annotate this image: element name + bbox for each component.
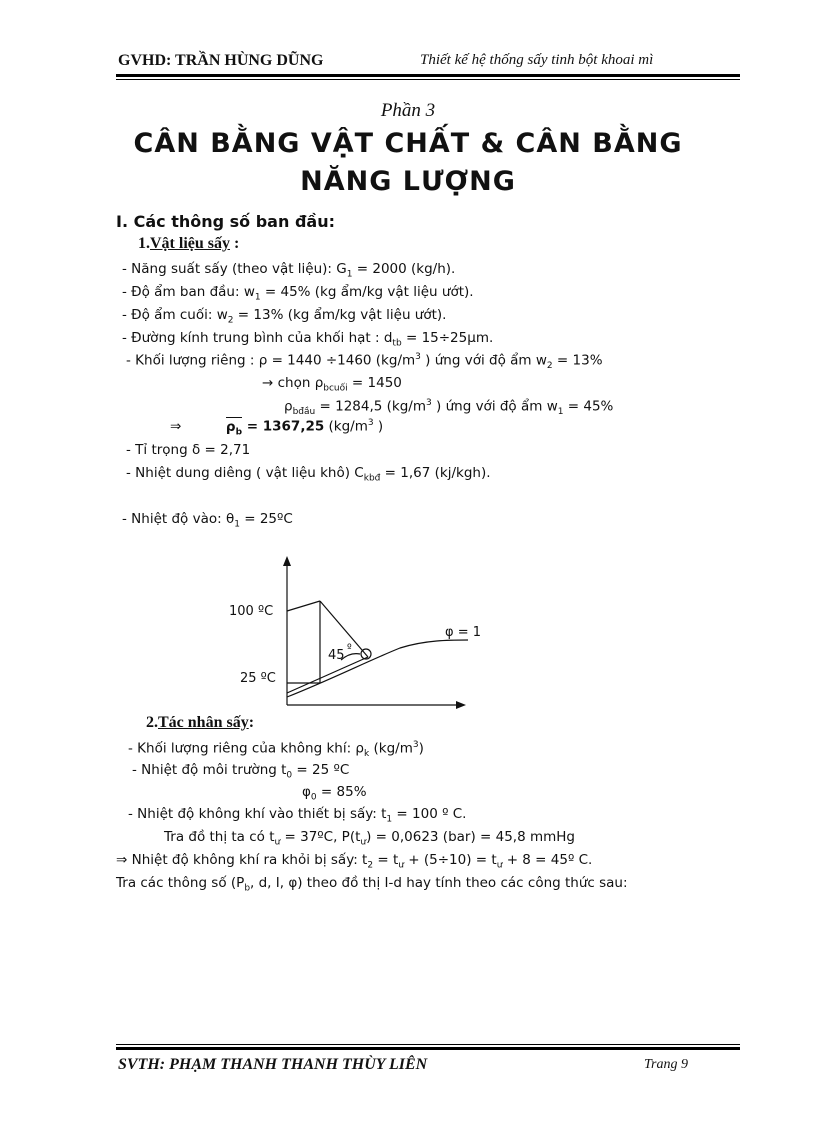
line-productivity: - Năng suất sấy (theo vật liệu): $G_1 = 2000$ (kg/h). (122, 261, 456, 280)
line-wet-bulb: Tra đồ thị ta có $t_ư$ = 37ºC, $P(t_ư) = 0,0623$ (bar) = 45,8 mmHg (164, 829, 575, 848)
line-initial-moisture: - Độ ẩm ban đầu: $w_1 = 45\%$ (kg ẩm/kg vật liệu ướt). (122, 284, 474, 303)
subsection-2-heading (146, 714, 254, 732)
label-100c: 100 ºC (229, 604, 274, 619)
title-line-1: CÂN BẰNG VẬT CHẤT & CÂN BẰNG (133, 128, 683, 159)
subsection-1-heading (138, 235, 239, 253)
line-ambient-temperature: - Nhiệt độ môi trường $t_0 = 25$ ºC (132, 762, 350, 781)
line-heat-capacity: - Nhiệt dung diêng ( vật liệu khô) $C_{kbđ} = 1,67$ (kj/kgh). (126, 465, 491, 484)
label-45-degree: º (347, 643, 352, 654)
line-outlet-air-temperature: ⇒ Nhiệt độ không khí ra khỏi bị sấy: $t_2 = t_ư + (5\div 10) = t_ư + 8$ = 45º C. (116, 852, 593, 871)
y-axis-arrow-icon (283, 556, 291, 566)
line-lookup-parameters: Tra các thông số ($P_b$, d, I, φ) theo đồ thị I-d hay tính theo các công thức sau: (116, 875, 628, 894)
header-project-title: Thiết kế hệ thống sấy tinh bột khoai mì (420, 52, 654, 68)
footer-rule-thick (116, 1047, 740, 1050)
subsection-2-suffix: : (248, 714, 255, 731)
header-rule-thick (116, 74, 740, 77)
angle-marker-icon (361, 649, 371, 659)
line-air-density: - Khối lượng riêng của không khí: $\rho_k$ $(kg/m^3)$ (128, 740, 424, 760)
line-density-final: → chọn $\rho_{bcuối} = 1450$ (262, 375, 402, 394)
line-specific-gravity: - Tỉ trọng δ = 2,71 (126, 442, 251, 458)
label-45: 45 (328, 648, 345, 663)
subsection-1-suffix: : (230, 235, 240, 252)
line-density-initial: $\rho_{bđầu} = 1284,5$ ($kg/m^3$ ) ứng với độ ẩm $w_1 = 45\%$ (284, 398, 614, 418)
label-25c: 25 ºC (240, 671, 276, 686)
subsection-2-label: Tác nhân sấy (158, 714, 249, 731)
line-density-average: ⇒ $\rho_b = 1367,25$ ($kg/m^3$ ) (170, 418, 384, 438)
header-instructor: GVHD: TRẦN HÙNG DŨNG (118, 52, 324, 69)
line-ambient-humidity: $\varphi_0 = 85\%$ (302, 784, 367, 803)
subsection-1-label: Vật liệu sấy (150, 235, 230, 252)
footer-rule-thin (116, 1044, 740, 1045)
line-particle-diameter: - Đường kính trung bình của khối hạt : $d_{tb} = 15\div 25\mu m$. (122, 330, 494, 349)
part-heading: Phần 3 (380, 100, 436, 121)
section-heading: I. Các thông số ban đầu: (116, 212, 335, 231)
line-density: - Khối lượng riêng : ρ = 1440 ÷1460 ($kg/m^3$ ) ứng với độ ẩm $w_2 = 13\%$ (126, 352, 603, 372)
line-inlet-temperature: - Nhiệt độ vào: $\theta_1$ = 25ºC (122, 511, 293, 530)
header-rule-thin (116, 79, 740, 80)
title-line-2: NĂNG LƯỢNG (300, 166, 516, 197)
line-inlet-air-temperature: - Nhiệt độ không khí vào thiết bị sấy: $t_1 = 100$ º C. (128, 806, 467, 825)
footer-page-number: Trang 9 (644, 1057, 688, 1072)
label-phi-1: φ = 1 (445, 625, 482, 640)
subsection-2-number: 2. (146, 714, 158, 731)
line-final-moisture: - Độ ẩm cuối: $w_2 = 13\%$ (kg ẩm/kg vật liệu ướt). (122, 307, 447, 326)
footer-student: SVTH: PHẠM THANH THANH THÙY LIÊN (118, 1056, 428, 1073)
x-axis-arrow-icon (456, 701, 466, 709)
subsection-1-number: 1. (138, 235, 150, 252)
implies-arrow: ⇒ (170, 418, 182, 435)
